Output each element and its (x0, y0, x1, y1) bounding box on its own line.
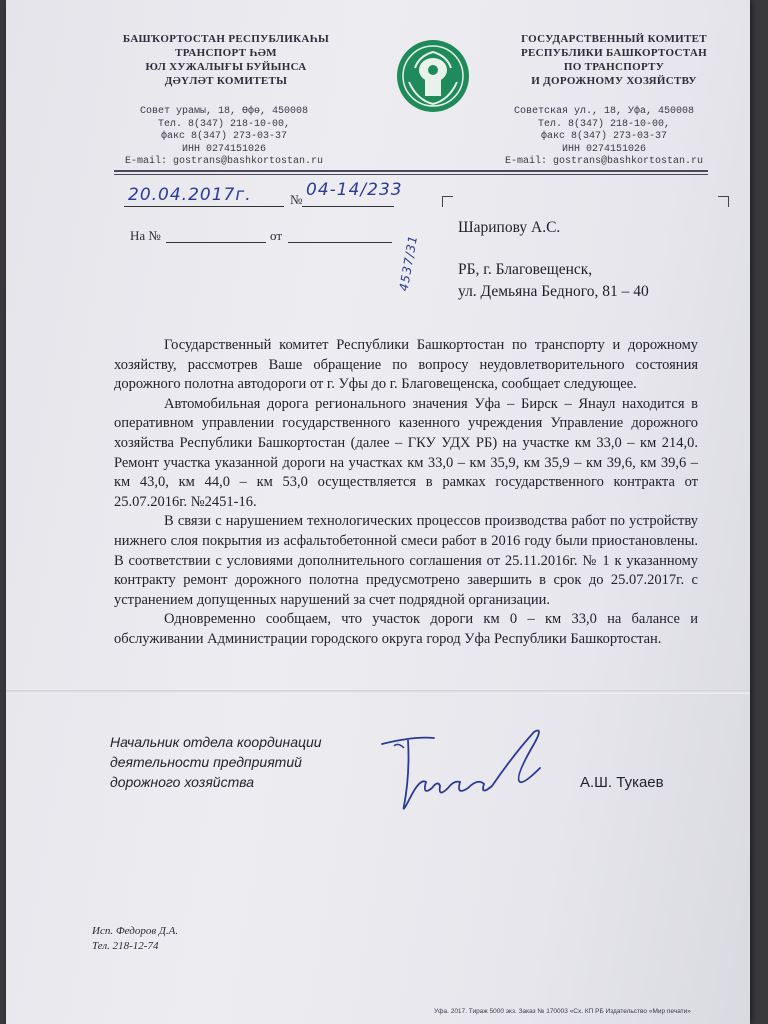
signatory-name: А.Ш. Тукаев (580, 774, 664, 791)
executor-name: Исп. Федоров Д.А. (92, 925, 179, 937)
incoming-stamp-number: 4537/31 (396, 233, 421, 293)
address-line: Совет урамы, 18, Өфө, 450008 (139, 106, 309, 117)
ref-date-blank (288, 242, 392, 243)
recipient-name: Шарипову А.С. (458, 219, 561, 236)
body-paragraph: Государственный комитет Республики Башкортостан по транспорту и дорожному хозяйству, рассмотрев Ваше обращение по вопросу неудовлетворительного состояния дорожного полотна автодороги от г. Уфы до г. Благовещенска, сообщает следующее. (114, 337, 698, 393)
number-underline (302, 206, 394, 207)
header-russian (484, 32, 744, 88)
ref-number-blank (166, 242, 266, 243)
executor-info (92, 924, 178, 954)
address-line: факс 8(347) 273-03-37 (160, 131, 288, 142)
address-line: ИНН 0274151026 (181, 143, 266, 155)
recipient-city: РБ, г. Благовещенск, (458, 261, 593, 278)
address-line: E-mail: gostrans@bashkortostan.ru (124, 156, 324, 167)
address-line: факс 8(347) 273-03-37 (540, 131, 668, 142)
letter-body (114, 336, 698, 650)
address-line: E-mail: gostrans@bashkortostan.ru (504, 156, 704, 167)
address-corner-mark (718, 196, 729, 207)
number-label: № (290, 192, 303, 207)
executor-phone: Тел. 218-12-74 (92, 940, 159, 952)
header-divider (114, 170, 708, 172)
ref-number-label: На № (130, 228, 161, 243)
date-underline (124, 206, 284, 207)
address-line: ИНН 0274151026 (561, 143, 646, 155)
header-bashkir-line: ЮЛ ХУЖАЛЫҒЫ БУЙЫНСА (145, 61, 307, 73)
letter-sheet (6, 0, 750, 1024)
header-bashkir-line: ТРАНСПОРТ ҺӘМ (175, 47, 277, 59)
ref-date-label: от (270, 228, 283, 243)
signatory-role (110, 732, 322, 792)
address-line: Советская ул., 18, Уфа, 450008 (513, 106, 695, 117)
header-bashkir (96, 32, 356, 88)
paper-fold (6, 690, 750, 694)
header-russian-line: И ДОРОЖНОМУ ХОЗЯЙСТВУ (531, 75, 697, 87)
header-bashkir-line: ДӘҮЛӘТ КОМИТЕТЫ (164, 75, 288, 87)
header-russian-line: ПО ТРАНСПОРТУ (563, 61, 665, 73)
header-bashkir-line: БАШҠОРТОСТАН РЕСПУБЛИКАҺЫ (122, 33, 330, 45)
header-divider (114, 174, 708, 175)
signatory-role-line: Начальник отдела координации (110, 734, 322, 750)
outgoing-number: 04-14/233 (306, 180, 403, 200)
header-russian-line: РЕСПУБЛИКИ БАШКОРТОСТАН (521, 47, 707, 59)
address-russian (474, 106, 734, 169)
outgoing-date: 20.04.2017г. (128, 185, 252, 205)
republic-emblem-icon (395, 38, 471, 114)
signatory-role-line: деятельности предприятий (110, 754, 302, 770)
body-paragraph: Автомобильная дорога регионального значения Уфа – Бирск – Янаул находится в оперативном управлении государственного казенного учреждения Управление дорожного хозяйства Республики Башкортостан (далее – ГКУ УДХ РБ) на участке км 33,0 – км 214,0. Ремонт участка указанной дороги на участках км 33,0 – км 35,9, км 35,9 – км 39,6, км 39,6 – км 43,0, км 44,0 – км 53,0 осуществляется в рамках государственного контракта от 25.07.2016г. №2451-16. (114, 395, 698, 510)
recipient-street: ул. Демьяна Бедного, 81 – 40 (458, 283, 649, 300)
address-line: Тел. 8(347) 218-10-00, (537, 118, 671, 130)
header-russian-line: ГОСУДАРСТВЕННЫЙ КОМИТЕТ (521, 33, 707, 45)
address-line: Тел. 8(347) 218-10-00, (157, 118, 291, 130)
handwritten-signature (374, 724, 554, 828)
body-paragraph: Одновременно сообщаем, что участок дороги км 0 – км 33,0 на балансе и обслуживании Администрации городского округа город Уфа Республики Башкортостан. (114, 611, 698, 647)
body-paragraph: В связи с нарушением технологических процессов производства работ по устройству нижнего слоя покрытия из асфальтобетонной смеси работ в 2016 году были приостановлены. В соответствии с условиями дополнительного соглашения от 25.11.2016г. № 1 к указанному контракту ремонт дорожного полотна предусмотрено завершить в срок до 25.07.2017г. с устранением допущенных нарушений за счет подрядной организации. (114, 513, 698, 608)
print-footer: Уфа. 2017. Тираж 5000 экз. Заказ № 170003 «Сх. КП РБ Издательство «Мир печати» (434, 1008, 691, 1015)
signatory-role-line: дорожного хозяйства (110, 774, 255, 790)
address-corner-mark (442, 196, 453, 207)
address-bashkir (94, 106, 354, 169)
